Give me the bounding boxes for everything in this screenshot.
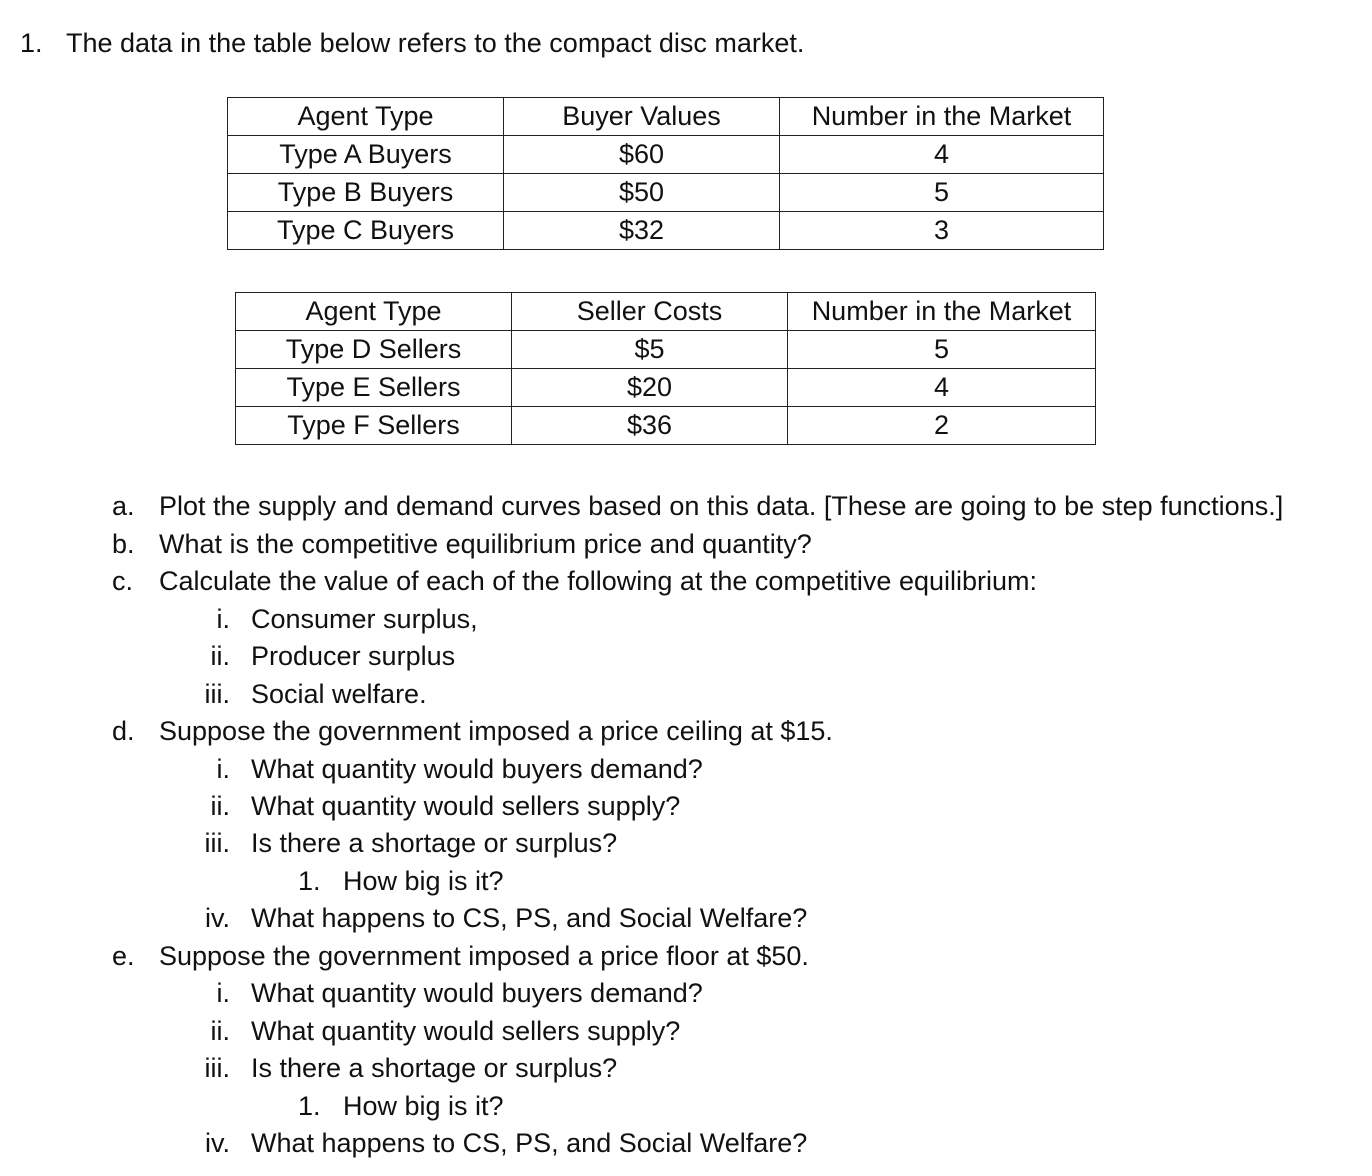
table-header-cell: Seller Costs	[512, 293, 788, 331]
part-d-item-text: What quantity would buyers demand?	[251, 754, 703, 784]
table-row	[228, 212, 1104, 250]
table-row	[228, 174, 1104, 212]
part-d-item-label: iii.	[204, 828, 230, 858]
part-e-item-label: iii.	[204, 1053, 230, 1083]
buyers-table	[227, 97, 1104, 250]
part-d-item-text: What quantity would sellers supply?	[251, 791, 681, 821]
table-row	[236, 369, 1096, 407]
agent-type-cell: Type C Buyers	[228, 212, 504, 250]
part-e-item-text: What quantity would sellers supply?	[251, 1016, 681, 1046]
part-e-item-label: i.	[216, 978, 230, 1008]
part-e-item-label: ii.	[210, 1016, 230, 1046]
seller-cost-cell: $20	[512, 369, 788, 407]
number-cell: 2	[788, 407, 1096, 445]
part-c-text: Calculate the value of each of the following at the competitive equilibrium:	[159, 566, 1038, 596]
table-header-row	[236, 293, 1096, 331]
part-c-label: c.	[112, 566, 134, 596]
part-e-item-text: What happens to CS, PS, and Social Welfare?	[251, 1128, 808, 1158]
buyer-value-cell: $50	[504, 174, 780, 212]
question-text: The data in the table below refers to the compact disc market.	[66, 28, 805, 58]
agent-type-cell: Type D Sellers	[236, 331, 512, 369]
part-c-item-label: iii.	[204, 679, 230, 709]
part-c-item-text: Social welfare.	[251, 679, 427, 709]
agent-type-cell: Type E Sellers	[236, 369, 512, 407]
part-d-item-text: Is there a shortage or surplus?	[251, 828, 618, 858]
part-c-item-text: Producer surplus	[251, 641, 456, 671]
question-number: 1.	[20, 28, 43, 58]
table-row	[228, 136, 1104, 174]
table-header-cell: Agent Type	[236, 293, 512, 331]
number-cell: 4	[780, 136, 1104, 174]
agent-type-cell: Type B Buyers	[228, 174, 504, 212]
part-d-label: d.	[112, 716, 135, 746]
part-a-label: a.	[112, 491, 135, 521]
number-cell: 4	[788, 369, 1096, 407]
part-d-item-text: What happens to CS, PS, and Social Welfare?	[251, 903, 808, 933]
part-d-item-label: ii.	[210, 791, 230, 821]
part-d-subitem-text: How big is it?	[343, 866, 504, 896]
agent-type-cell: Type F Sellers	[236, 407, 512, 445]
seller-cost-cell: $5	[512, 331, 788, 369]
part-d-item-label: iv.	[205, 903, 230, 933]
part-d-subitem-label: 1.	[298, 866, 321, 896]
part-c-item-label: ii.	[210, 641, 230, 671]
part-e-text: Suppose the government imposed a price floor at $50.	[159, 941, 809, 971]
number-cell: 5	[788, 331, 1096, 369]
agent-type-cell: Type A Buyers	[228, 136, 504, 174]
part-e-subitem-text: How big is it?	[343, 1091, 504, 1121]
table-row	[236, 331, 1096, 369]
part-e-item-text: Is there a shortage or surplus?	[251, 1053, 618, 1083]
buyer-value-cell: $32	[504, 212, 780, 250]
table-header-row	[228, 98, 1104, 136]
table-header-cell: Buyer Values	[504, 98, 780, 136]
part-a-text: Plot the supply and demand curves based on this data. [These are going to be step functions.]	[159, 491, 1284, 521]
part-b-label: b.	[112, 529, 135, 559]
part-b-text: What is the competitive equilibrium price and quantity?	[159, 529, 812, 559]
part-c-item-text: Consumer surplus,	[251, 604, 478, 634]
part-e-subitem-label: 1.	[298, 1091, 321, 1121]
part-c-item-label: i.	[216, 604, 230, 634]
seller-cost-cell: $36	[512, 407, 788, 445]
part-e-label: e.	[112, 941, 135, 971]
sellers-table	[235, 292, 1096, 445]
number-cell: 3	[780, 212, 1104, 250]
part-d-text: Suppose the government imposed a price ceiling at $15.	[159, 716, 833, 746]
part-d-item-label: i.	[216, 754, 230, 784]
table-header-cell: Number in the Market	[788, 293, 1096, 331]
buyer-value-cell: $60	[504, 136, 780, 174]
part-e-item-text: What quantity would buyers demand?	[251, 978, 703, 1008]
table-header-cell: Number in the Market	[780, 98, 1104, 136]
part-e-item-label: iv.	[205, 1128, 230, 1158]
table-header-cell: Agent Type	[228, 98, 504, 136]
table-row	[236, 407, 1096, 445]
number-cell: 5	[780, 174, 1104, 212]
